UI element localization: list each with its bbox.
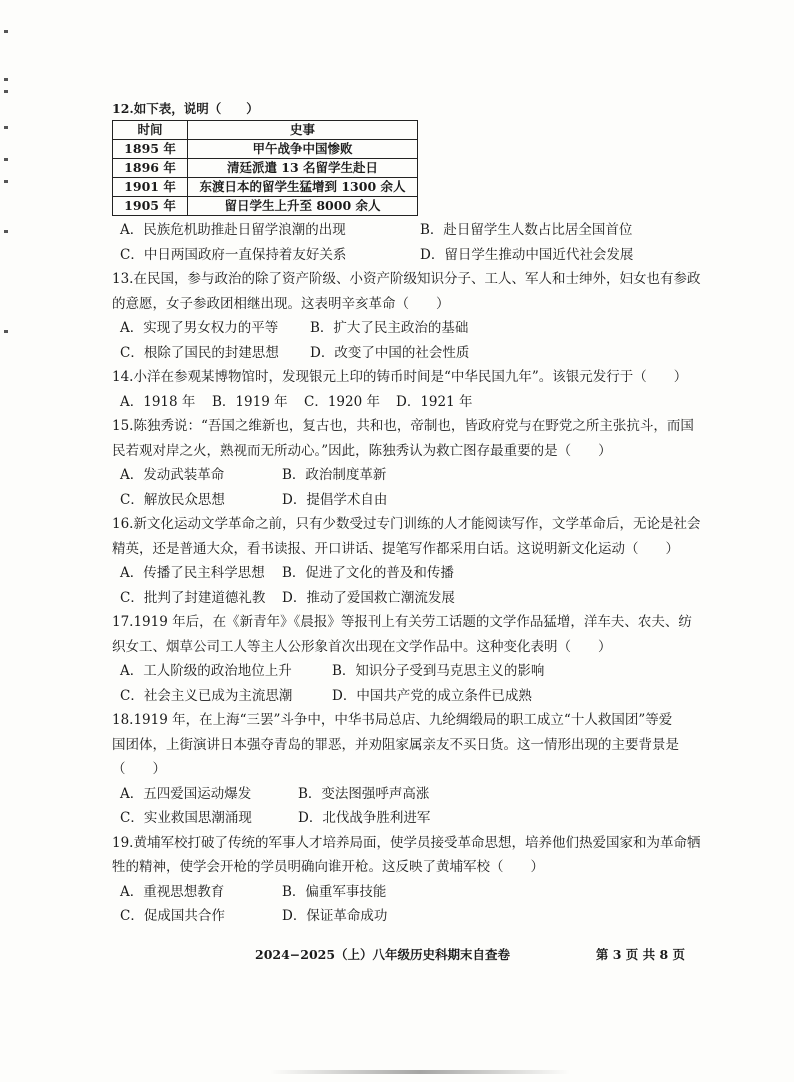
option-d: D．留日学生推动中国近代社会发展 [420, 246, 634, 263]
page-footer [255, 945, 685, 963]
option-d: D．中国共产党的成立条件已成熟 [332, 687, 532, 704]
option-a: A．实现了男女权力的平等 [120, 320, 279, 336]
option-b: B．变法图强呼声高涨 [298, 785, 430, 802]
option-a: A．发动武装革命 [120, 467, 225, 483]
option-b: B．扩大了民主政治的基础 [310, 320, 469, 336]
table-cell: 1901 年 [113, 178, 188, 197]
table-cell: 清廷派遣 13 名留学生赴日 [188, 159, 418, 178]
question-16 [112, 512, 701, 610]
question-stem-line: 15.陈独秀说：“吾国之维新也，复古也，共和也，帝制也，皆政府党与在野党之所主张抗斗，而国 [112, 418, 694, 434]
table-header-time: 时间 [113, 121, 188, 140]
option-row [112, 904, 697, 929]
option-row [112, 243, 697, 268]
option-c: C．解放民众思想 [120, 491, 225, 508]
question-stem-line: 18.1919 年，在上海“三罢”斗争中，中华书局总店、九纶绸缎局的职工成立“十人救国团”等爱 [112, 712, 673, 728]
question-14 [112, 365, 697, 414]
option-d: D．提倡学术自由 [282, 491, 388, 508]
question-stem-line: 13.在民国，参与政治的除了资产阶级、小资产阶级知识分子、工人、军人和士绅外，妇女也有参政 [112, 271, 701, 287]
table-cell: 留日学生上升至 8000 余人 [188, 197, 418, 216]
table-row [113, 197, 418, 216]
option-row [112, 684, 697, 709]
question-stem-line: 14.小洋在参观某博物馆时，发现银元上印的铸币时间是“中华民国九年”。该银元发行于（ ） [112, 369, 688, 385]
binding-margin-marks [4, 30, 14, 350]
table-cell: 1896 年 [113, 159, 188, 178]
scan-shadow [270, 1070, 570, 1074]
question-stem-line: 民若观对岸之火，熟视而无所动心。”因此，陈独秀认为救亡图存最重要的是（ ） [112, 442, 612, 459]
option-d: D．保证革命成功 [282, 908, 388, 924]
question-stem-line: 织女工、烟草公司工人等主人公形象首次出现在文学作品中。这种变化表明（ ） [112, 638, 612, 655]
option-c: C．批判了封建道德礼教 [120, 589, 266, 606]
question-12 [112, 100, 697, 267]
option-row [112, 488, 697, 513]
question-stem-line: 精英，还是普通大众，看书读报、开口讲话、提笔写作都采用白话。这说明新文化运动（ ） [112, 540, 679, 557]
option-b: B．政治制度革新 [282, 467, 387, 483]
option-c: C．促成国共合作 [120, 908, 225, 924]
option-row [112, 341, 697, 366]
option-c: C．1920 年 [304, 393, 380, 410]
question-19 [112, 831, 701, 929]
option-row [112, 880, 697, 905]
question-stem-line: （ ） [112, 761, 166, 777]
table-row [113, 159, 418, 178]
table-header-row [113, 121, 418, 140]
option-d: D．改变了中国的社会性质 [310, 344, 470, 361]
option-a: A．1918 年 [120, 393, 196, 410]
option-b: B．知识分子受到马克思主义的影响 [332, 663, 545, 679]
option-b: B．偏重军事技能 [282, 883, 387, 900]
question-stem-line: 国团体，上街演讲日本强夺青岛的罪恶，并劝阻家属亲友不买日货。这一情形出现的主要背景是 [112, 736, 679, 753]
table-cell: 1895 年 [113, 140, 188, 159]
option-a: A．工人阶级的政治地位上升 [120, 663, 292, 679]
question-stem-line: 17.1919 年后，在《新青年》《晨报》等报刊上有关劳工话题的文学作品猛增，洋车夫、农夫、纺 [112, 614, 692, 630]
table-row [113, 140, 418, 159]
question-stem-line: 19.黄埔军校打破了传统的军事人才培养局面，使学员接受革命思想，培养他们热爱国家和为革命牺 [112, 834, 701, 851]
history-table [112, 120, 418, 216]
table-cell: 甲午战争中国惨败 [188, 140, 418, 159]
option-c: C．中日两国政府一直保持着友好关系 [120, 246, 347, 263]
option-b: B．赴日留学生人数占比居全国首位 [420, 222, 633, 238]
option-a: A．五四爱国运动爆发 [120, 785, 252, 802]
option-d: D．推动了爱国救亡潮流发展 [282, 589, 455, 606]
option-c: C．根除了国民的封建思想 [120, 344, 279, 361]
exam-title: 2024−2025（上）八年级历史科期末自查卷 [255, 947, 511, 962]
option-row [112, 659, 697, 684]
option-b: B．1919 年 [212, 393, 288, 410]
page-number: 第 3 页 共 8 页 [595, 947, 685, 962]
question-stem-line: 16.新文化运动文学革命之前，只有少数受过专门训练的人才能阅读写作，文学革命后，无论是社会 [112, 516, 701, 532]
question-stem-line: 牲的精神，使学会开枪的学员明确向谁开枪。这反映了黄埔军校（ ） [112, 859, 544, 875]
option-a: A．重视思想教育 [120, 883, 225, 900]
option-row [112, 218, 697, 243]
question-13 [112, 267, 701, 365]
option-a: A．传播了民主科学思想 [120, 565, 265, 581]
option-a: A．民族危机助推赴日留学浪潮的出现 [120, 222, 346, 238]
option-row [112, 463, 697, 488]
option-d: D．1921 年 [396, 393, 473, 410]
option-row [112, 390, 697, 415]
question-18 [112, 708, 697, 831]
option-row [112, 586, 697, 611]
option-b: B．促进了文化的普及和传播 [282, 565, 454, 581]
question-17 [112, 610, 697, 708]
option-row [112, 561, 697, 586]
option-c: C．实业救国思潮涌现 [120, 810, 252, 826]
table-cell: 东渡日本的留学生猛增到 1300 余人 [188, 178, 418, 197]
table-cell: 1905 年 [113, 197, 188, 216]
option-c: C．社会主义已成为主流思潮 [120, 687, 293, 704]
question-stem: 12.如下表，说明（ ） [112, 101, 259, 116]
option-d: D．北伐战争胜利进军 [298, 810, 431, 826]
option-row [112, 316, 697, 341]
question-content [112, 100, 701, 929]
option-row [112, 782, 697, 807]
question-stem-line: 的意愿，女子参政团相继出现。这表明辛亥革命（ ） [112, 295, 450, 312]
option-row [112, 806, 697, 831]
table-row [113, 178, 418, 197]
question-15 [112, 414, 697, 512]
table-header-event: 史事 [188, 121, 418, 140]
